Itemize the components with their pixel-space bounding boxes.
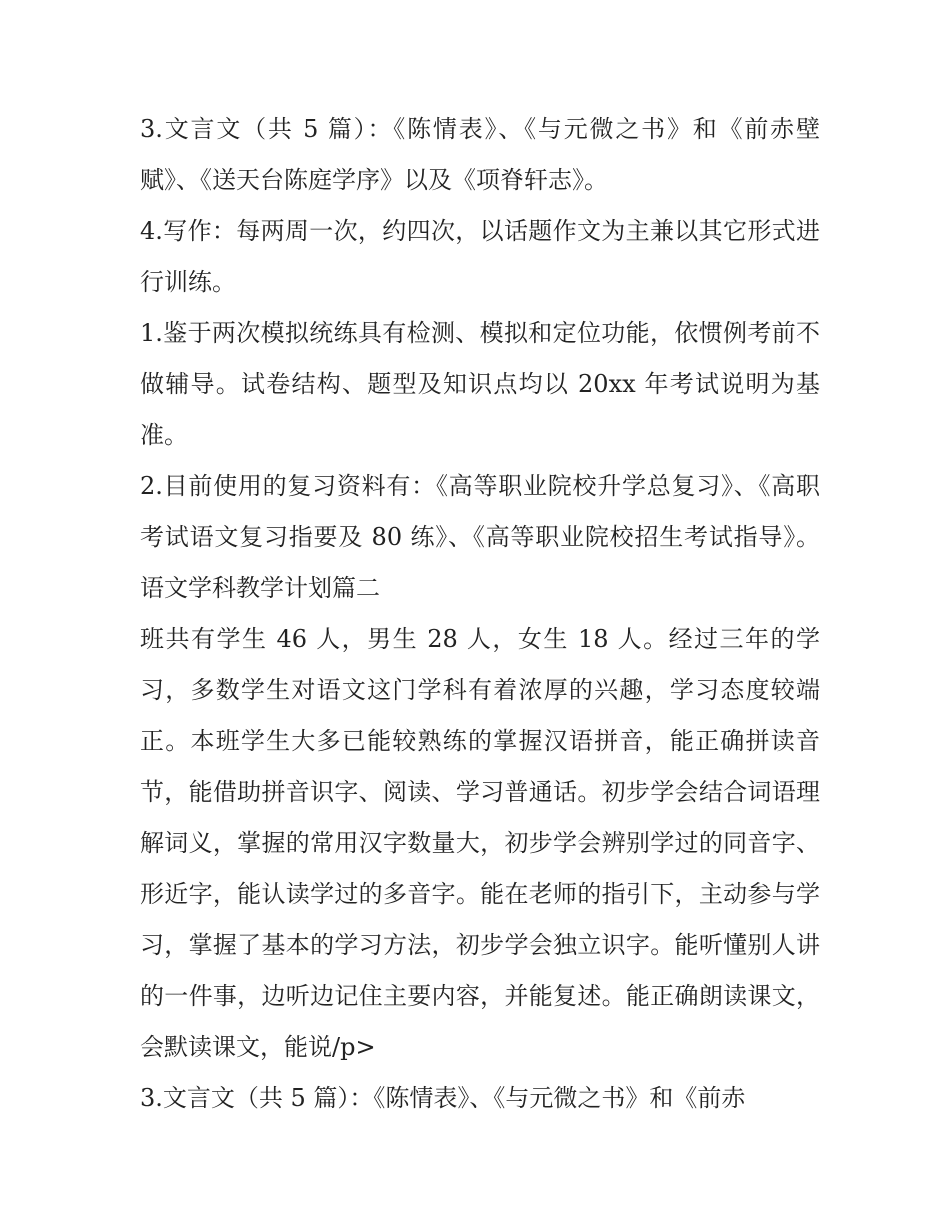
- paragraph-classical-texts-repeat: 3.文言文（共 5 篇）：《陈情表》、《与元微之书》和《前赤: [140, 1084, 746, 1112]
- paragraph-review-materials: 2.目前使用的复习资料有：《高等职业院校升学总复习》、《高职考试语文复习指要及 80 练》、《高等职业院校招生考试指导》。 语文学科教学计划篇二: [140, 472, 820, 602]
- paragraph-class-overview: 班共有学生 46 人，男生 28 人，女生 18 人。经过三年的学习，多数学生对语文这门学科有着浓厚的兴趣，学习态度较端正。本班学生大多已能较熟练的掌握汉语拼音，能正确拼读音节，能借助拼音识字、阅读、学习普通话。初步学会结合词语理解词义，掌握的常用汉字数量大，初步学会辨别学过的同音字、形近字，能认读学过的多音字。能在老师的指引下，主动参与学习，掌握了基本的学习方法，初步学会独立识字。能听懂别人讲的一件事，边听边记住主要内容，并能复述。能正确朗读课文，会默读课文，能说/p>: [140, 625, 820, 1061]
- paragraph-mock-exam: 1.鉴于两次模拟统练具有检测、模拟和定位功能，依惯例考前不做辅导。试卷结构、题型及知识点均以 20xx 年考试说明为基准。: [140, 319, 820, 449]
- paragraph-classical-texts: 3.文言文（共 5 篇）：《陈情表》、《与元微之书》和《前赤壁赋》、《送天台陈庭学序》以及《项脊轩志》。: [140, 115, 820, 194]
- paragraph-writing: 4.写作：每两周一次，约四次，以话题作文为主兼以其它形式进行训练。: [140, 217, 820, 296]
- document-body: [140, 104, 820, 1124]
